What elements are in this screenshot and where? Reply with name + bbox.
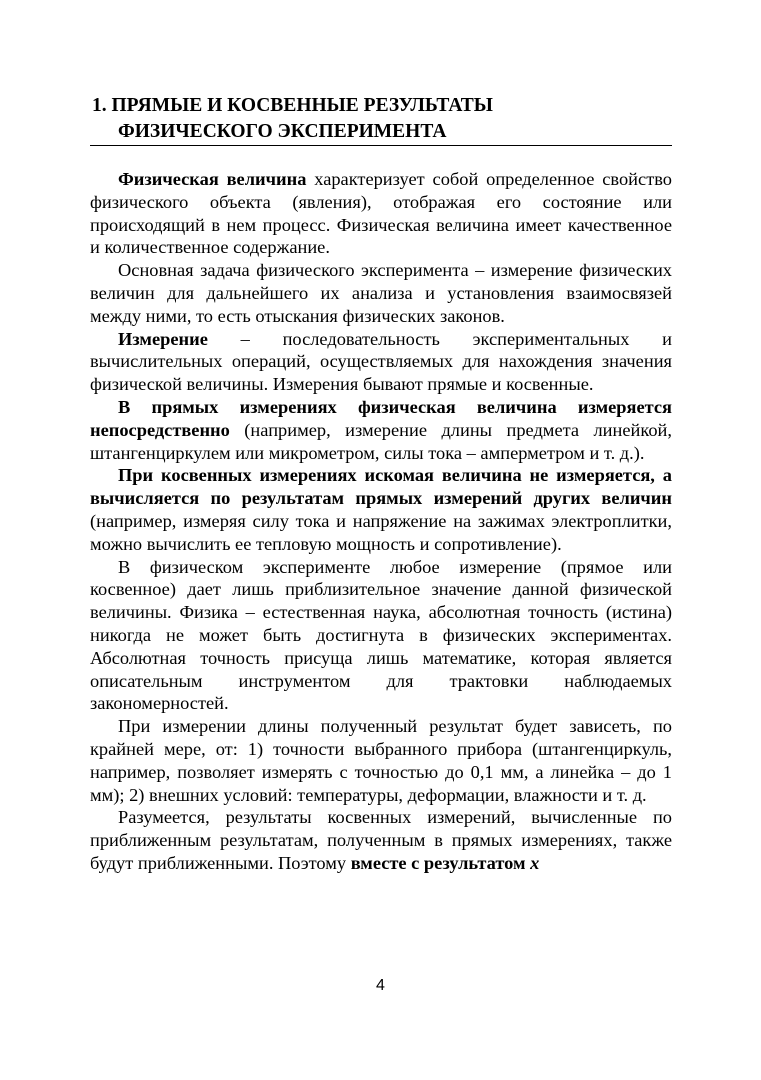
heading-divider — [90, 145, 672, 146]
term-physical-quantity: Физическая величина — [118, 169, 307, 189]
heading-line-2: ФИЗИЧЕСКОГО ЭКСПЕРИМЕНТА — [118, 121, 447, 142]
paragraph-approximation: В физическом эксперименте любое измерение (прямое или косвенное) дает лишь приблизительное значение данной физической величины. Физика – естественная наука, абсолютная точность (истина) никогда не может быть достигнута в физических экспериментах. Абсолютная точность присуща лишь математике, которая является описательным инструментом для трактовки наблюдаемых закономерностей. — [90, 556, 672, 714]
paragraph-measurement: Измерение – последовательность экспериментальных и вычислительных операций, осуществляемых для нахождения значения физической величины. Измерения бывают прямые и косвенные. — [90, 328, 672, 395]
paragraph-direct-measurements: В прямых измерениях физическая величина измеряется непосредственно (например, измерение длины предмета линейкой, штангенциркулем или микрометром, силы тока – амперметром и т. д.). — [90, 396, 672, 463]
term-measurement: Измерение — [118, 328, 208, 349]
paragraph-indirect-results: Разумеется, результаты косвенных измерений, вычисленные по приближенным результатам, полученным в прямых измерениях, также будут приближенными. Поэтому вместе с результатом x — [90, 807, 672, 873]
page-number: 4 — [376, 977, 385, 994]
body-text — [90, 168, 672, 875]
paragraph-indirect-measurements: При косвенных измерениях искомая величина не измеряется, а вычисляется по результатам прямых измерений других величин (например, измеряя силу тока и напряжение на зажимах электроплитки, можно вычислить ее тепловую мощность и сопротивление). — [90, 465, 672, 554]
heading-line-1: 1. ПРЯМЫЕ И КОСВЕННЫЕ РЕЗУЛЬТАТЫ — [92, 95, 493, 116]
variable-x: x — [530, 852, 540, 873]
section-heading — [92, 93, 672, 145]
paragraph-length-measurement: При измерении длины полученный результат будет зависеть, по крайней мере, от: 1) точности выбранного прибора (штангенциркуль, например, позволяет измерять с точностью до 0,1 мм, а линейка – до 1 мм); 2) внешних условий: температуры, деформации, влажности и т. д. — [90, 716, 672, 805]
paragraph-main-task: Основная задача физического эксперимента – измерение физических величин для дальнейшего их анализа и установления взаимосвязей между ними, то есть отыскания физических законов. — [90, 260, 672, 326]
paragraph-physical-quantity: Физическая величина характеризует собой определенное свойство физического объекта (явления), отображая его состояние или происходящий в нем процесс. Физическая величина имеет качественное и количественное содержание. — [90, 169, 672, 258]
